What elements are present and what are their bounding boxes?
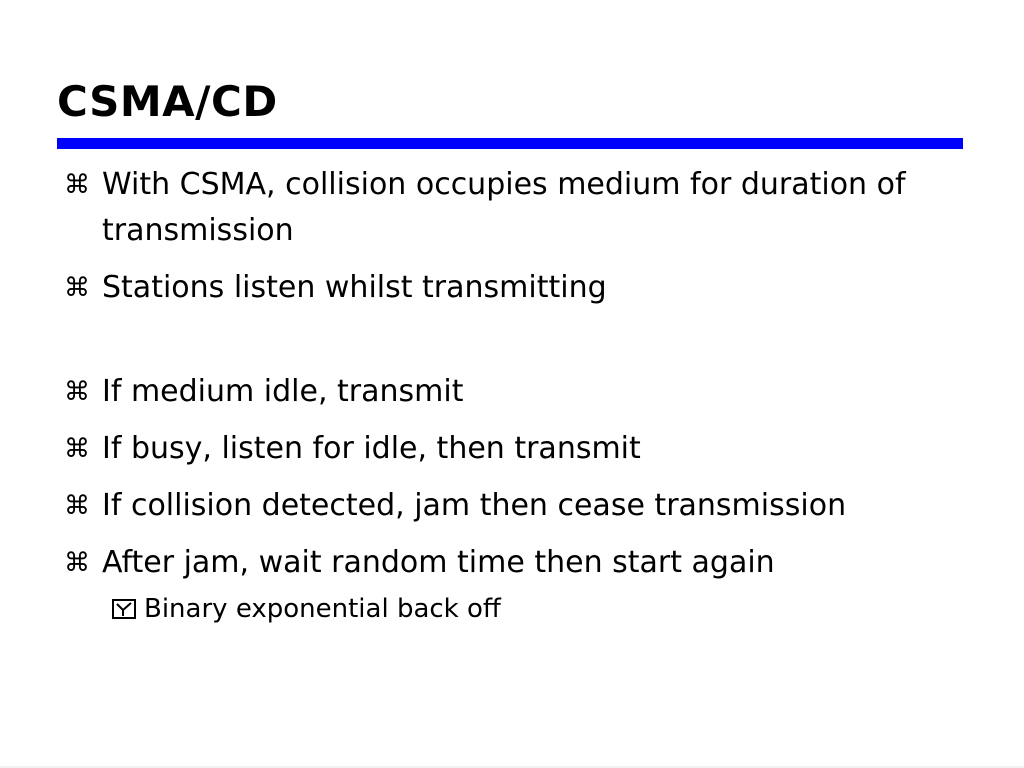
- bullet-item: [64, 162, 1004, 254]
- command-key-bullet-icon: ⌘: [64, 170, 90, 200]
- bullet-text: If busy, listen for idle, then transmit: [102, 431, 641, 466]
- sub-bullet-item: [64, 589, 1004, 629]
- bullet-text: If collision detected, jam then cease transmission: [102, 488, 847, 523]
- command-key-bullet-icon: ⌘: [64, 548, 90, 578]
- bullet-item: [64, 265, 1004, 311]
- command-key-bullet-icon: ⌘: [64, 377, 90, 407]
- bullet-text: If medium idle, transmit: [102, 374, 464, 409]
- bullet-list: [64, 162, 1004, 629]
- bullet-text: With CSMA, collision occupies medium for duration of transmission: [102, 167, 906, 248]
- command-key-bullet-icon: ⌘: [64, 273, 90, 303]
- command-key-bullet-icon: ⌘: [64, 434, 90, 464]
- slide-title: CSMA/CD: [57, 77, 278, 126]
- command-key-bullet-icon: ⌘: [64, 491, 90, 521]
- bullet-item: [64, 540, 1004, 586]
- bullet-item: [64, 369, 1004, 415]
- bullet-text: Stations listen whilst transmitting: [102, 270, 607, 305]
- bullet-item: [64, 426, 1004, 472]
- sub-bullet-text: Binary exponential back off: [144, 594, 501, 624]
- bullet-item: [64, 483, 1004, 529]
- bullet-text: After jam, wait random time then start again: [102, 545, 775, 580]
- checkbox-icon: [112, 599, 138, 621]
- title-underline: [57, 138, 963, 149]
